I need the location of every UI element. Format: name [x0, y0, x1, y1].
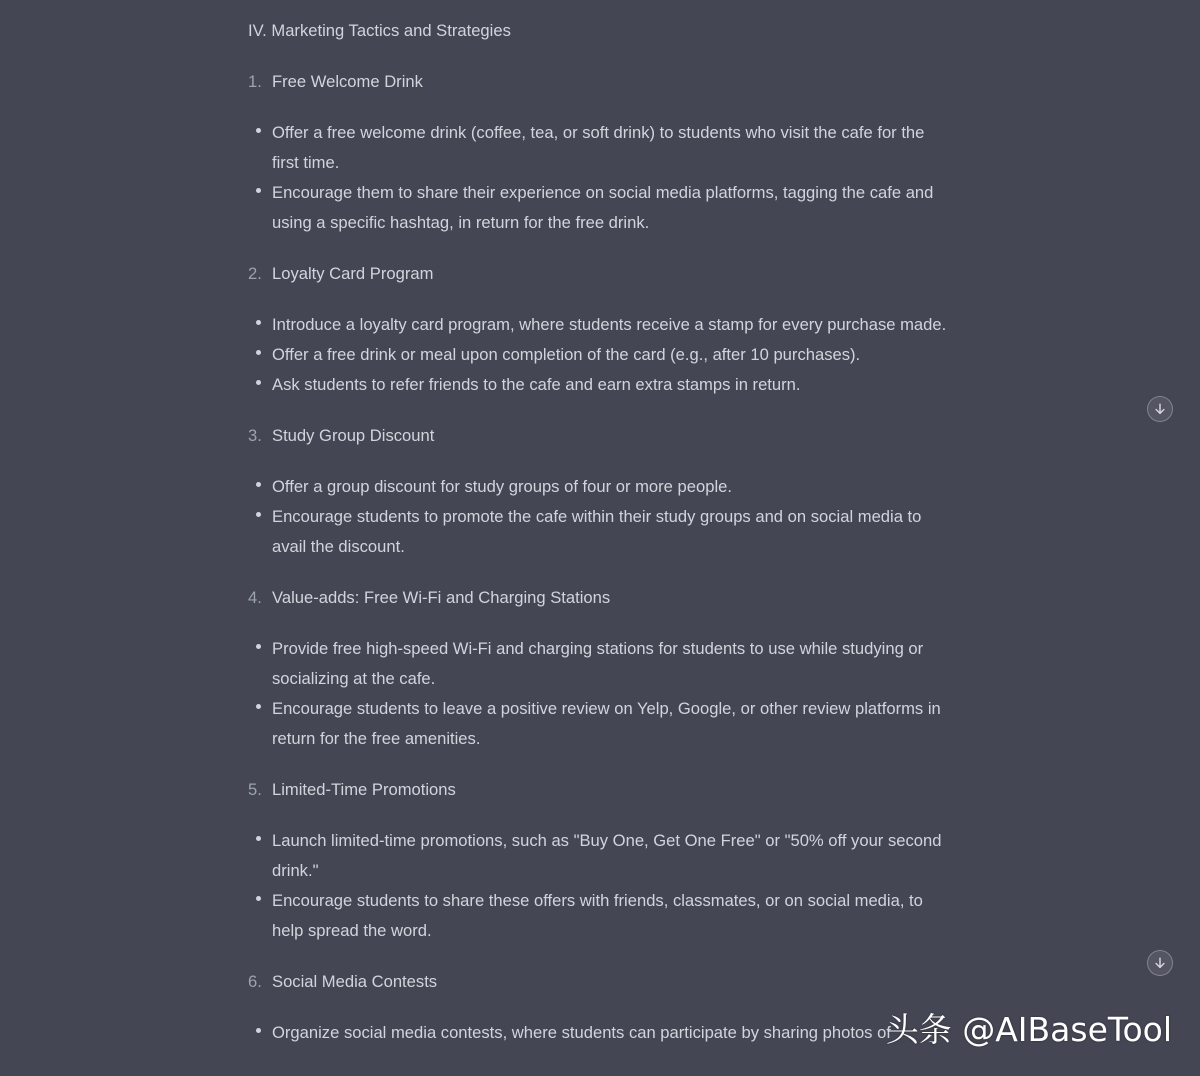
bullet-list: [248, 472, 948, 562]
tactic-section-2: [248, 259, 948, 400]
list-item: Launch limited-time promotions, such as "Buy One, Get One Free" or "50% off your second drink.": [248, 826, 948, 886]
tactic-title-row: [248, 775, 948, 805]
bullet-list: [248, 310, 948, 400]
list-item: Encourage students to promote the cafe within their study groups and on social media to avail the discount.: [248, 502, 948, 562]
list-item: Encourage them to share their experience on social media platforms, tagging the cafe and using a specific hashtag, in return for the free drink.: [248, 178, 948, 238]
list-item: Offer a group discount for study groups of four or more people.: [248, 472, 948, 502]
tactic-title-row: [248, 259, 948, 289]
watermark-text: 头条 @AIBaseTool: [885, 1010, 1172, 1049]
tactic-title: Loyalty Card Program: [272, 264, 434, 283]
tactic-section-1: [248, 67, 948, 238]
message-content: [248, 16, 948, 1069]
scroll-down-button[interactable]: [1147, 950, 1173, 976]
bullet-list: [248, 1018, 948, 1048]
list-number: 4.: [248, 588, 262, 607]
tactic-section-3: [248, 421, 948, 562]
list-item: Encourage students to share these offers with friends, classmates, or on social media, to help spread the word.: [248, 886, 948, 946]
tactic-title: Value-adds: Free Wi-Fi and Charging Stations: [272, 588, 611, 607]
list-item: Introduce a loyalty card program, where students receive a stamp for every purchase made.: [248, 310, 948, 340]
arrow-down-icon: [1153, 402, 1167, 416]
section-heading: IV. Marketing Tactics and Strategies: [248, 21, 511, 40]
bullet-list: [248, 634, 948, 754]
list-number: 1.: [248, 72, 262, 91]
list-number: 5.: [248, 780, 262, 799]
list-item: Organize social media contests, where students can participate by sharing photos of: [248, 1018, 948, 1048]
list-item: Offer a free welcome drink (coffee, tea, or soft drink) to students who visit the cafe for the first time.: [248, 118, 948, 178]
bullet-list: [248, 826, 948, 946]
scroll-down-button[interactable]: [1147, 396, 1173, 422]
list-item: Provide free high-speed Wi-Fi and charging stations for students to use while studying or socializing at the cafe.: [248, 634, 948, 694]
list-item: Offer a free drink or meal upon completion of the card (e.g., after 10 purchases).: [248, 340, 948, 370]
tactic-title: Social Media Contests: [272, 972, 438, 991]
list-item: Encourage students to leave a positive review on Yelp, Google, or other review platforms in return for the free amenities.: [248, 694, 948, 754]
tactic-title-row: [248, 967, 948, 997]
list-item: Ask students to refer friends to the cafe and earn extra stamps in return.: [248, 370, 948, 400]
tactic-title-row: [248, 583, 948, 613]
tactic-title: Limited-Time Promotions: [272, 780, 456, 799]
arrow-down-icon: [1153, 956, 1167, 970]
tactic-section-6: [248, 967, 948, 1048]
tactic-title-row: [248, 421, 948, 451]
tactic-title-row: [248, 67, 948, 97]
tactic-title: Free Welcome Drink: [272, 72, 423, 91]
tactic-section-5: [248, 775, 948, 946]
bullet-list: [248, 118, 948, 238]
list-number: 3.: [248, 426, 262, 445]
tactic-title: Study Group Discount: [272, 426, 435, 445]
tactic-section-4: [248, 583, 948, 754]
list-number: 2.: [248, 264, 262, 283]
list-number: 6.: [248, 972, 262, 991]
